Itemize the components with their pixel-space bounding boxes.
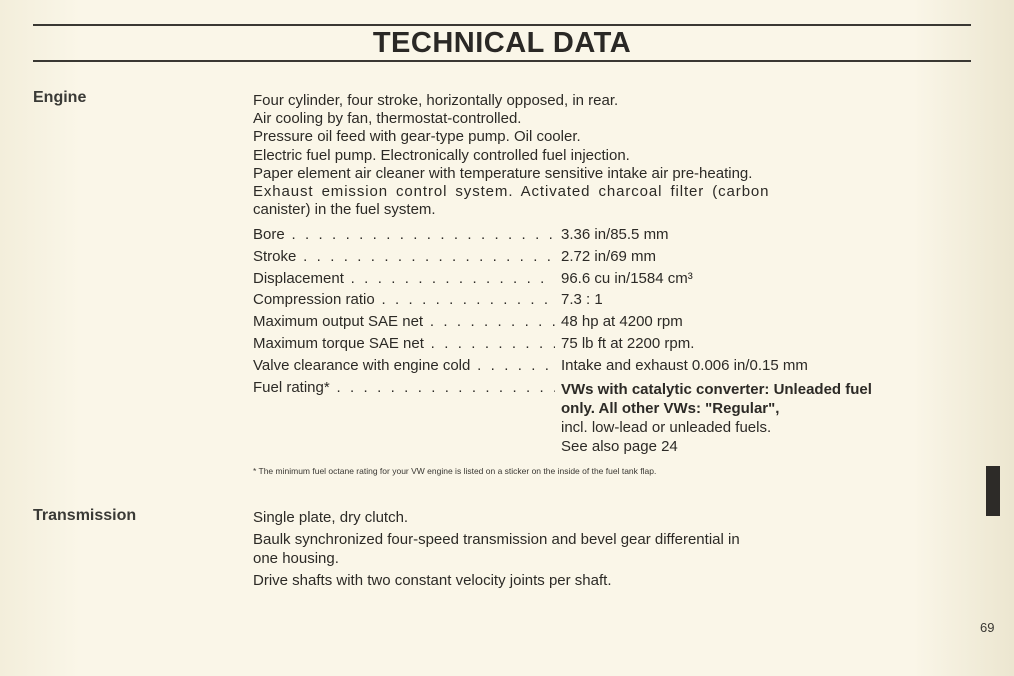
header-rule-bottom xyxy=(33,60,971,62)
spec-row-max-torque xyxy=(253,335,953,357)
engine-spec-table xyxy=(253,226,953,400)
fuel-rating-value xyxy=(561,380,872,456)
spec-row-displacement xyxy=(253,270,953,292)
fuel-rating-bold-line: only. All other VWs: "Regular", xyxy=(561,400,780,417)
spec-row-max-output xyxy=(253,313,953,335)
engine-description xyxy=(253,92,813,219)
transmission-line: Drive shafts with two constant velocity joints per shaft. xyxy=(253,572,612,589)
spec-value: 2.72 in/69 mm xyxy=(561,247,657,265)
engine-description-line: Pressure oil feed with gear-type pump. Oil cooler. xyxy=(253,128,581,146)
spec-label: Maximum output SAE net . . . xyxy=(253,313,555,330)
footnote: * The minimum fuel octane rating for your VW engine is listed on a sticker on the inside of the fuel tank flap. xyxy=(253,466,657,476)
spec-value: 48 hp at 4200 rpm xyxy=(561,313,683,331)
spec-value: 7.3 : 1 xyxy=(561,291,603,309)
spec-label: Valve clearance with engine cold . . . xyxy=(253,357,555,374)
page-number: 69 xyxy=(980,620,995,635)
engine-description-line: Four cylinder, four stroke, horizontally opposed, in rear. xyxy=(253,92,619,109)
engine-description-line: Air cooling by fan, thermostat-controlled. xyxy=(253,110,522,128)
engine-description-line: Paper element air cleaner with temperature sensitive intake air pre-heating. xyxy=(253,164,753,182)
spec-label: Compression ratio . . . xyxy=(253,291,555,308)
section-tab-marker xyxy=(986,466,1000,516)
spec-label: Displacement . . . xyxy=(253,270,555,287)
transmission-line: Single plate, dry clutch. xyxy=(253,509,409,526)
engine-description-line: Exhaust emission control system. Activated charcoal filter (carbon xyxy=(253,183,770,201)
spec-label: Stroke . . . xyxy=(253,248,555,265)
fuel-rating-line: incl. low-lead or unleaded fuels. xyxy=(561,419,772,436)
transmission-line: Baulk synchronized four-speed transmission and bevel gear differential in xyxy=(253,531,740,548)
spec-value: 75 lb ft at 2200 rpm. xyxy=(561,334,695,352)
spec-row-bore xyxy=(253,226,953,248)
engine-description-line: canister) in the fuel system. xyxy=(253,201,436,219)
fuel-rating-bold-line: VWs with catalytic converter: Unleaded fuel xyxy=(561,381,872,398)
spec-label: Bore . . . xyxy=(253,226,555,243)
spec-label: Maximum torque SAE net . . . xyxy=(253,335,555,352)
engine-description-line: Electric fuel pump. Electronically controlled fuel injection. xyxy=(253,146,630,164)
header-rule-top xyxy=(33,24,971,26)
transmission-line: one housing. xyxy=(253,550,339,567)
spec-value: 96.6 cu in/1584 cm³ xyxy=(561,269,693,287)
page-title: TECHNICAL DATA xyxy=(372,27,632,59)
spec-row-valve-clearance xyxy=(253,357,953,379)
spec-value: Intake and exhaust 0.006 in/0.15 mm xyxy=(561,356,808,374)
spec-row-stroke xyxy=(253,248,953,270)
fuel-rating-line: See also page 24 xyxy=(561,438,678,455)
spec-label: Fuel rating* . . . xyxy=(253,379,555,396)
section-label-transmission: Transmission xyxy=(33,507,137,524)
spec-value: 3.36 in/85.5 mm xyxy=(561,226,669,243)
spec-row-compression-ratio xyxy=(253,291,953,313)
section-label-engine: Engine xyxy=(33,89,87,106)
